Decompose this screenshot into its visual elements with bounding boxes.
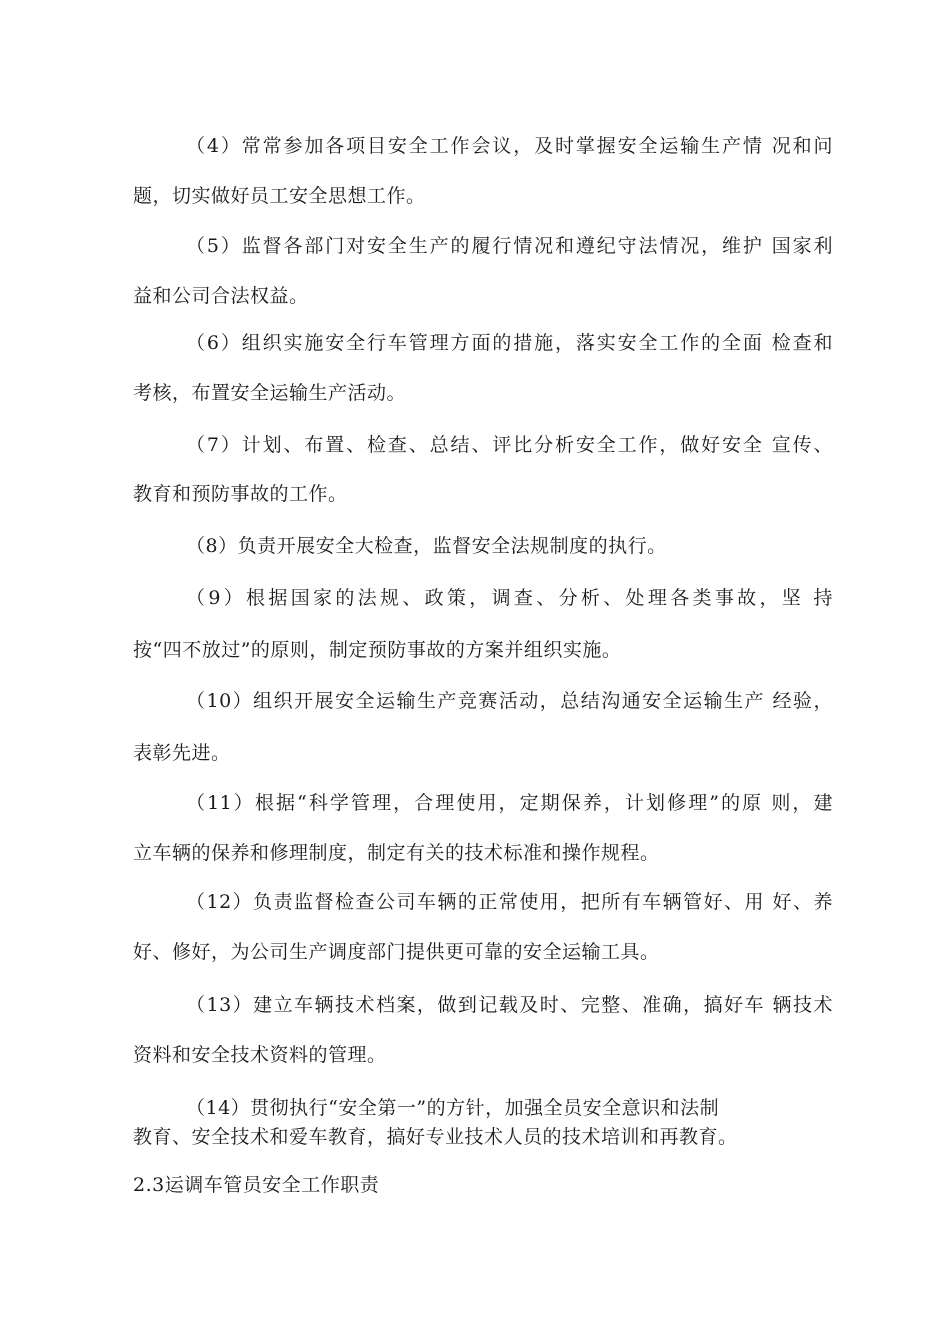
item-11-line-1: （11）根据“科学管理，合理使用，定期保养，计划修理”的原 则，建 [186, 792, 833, 814]
item-10-line-2: 表彰先进。 [133, 742, 231, 764]
item-14-line-2: 教育、安全技术和爱车教育，搞好专业技术人员的技术培训和再教育。 [133, 1126, 738, 1148]
item-13-line-2: 资料和安全技术资料的管理。 [133, 1044, 387, 1066]
item-10-line-1: （10）组织开展安全运输生产竞赛活动，总结沟通安全运输生产 经验， [186, 690, 833, 712]
item-6-line-2: 考核，布置安全运输生产活动。 [133, 382, 407, 404]
item-6-line-1: （6）组织实施安全行车管理方面的措施，落实安全工作的全面 检查和 [186, 332, 833, 354]
item-13-line-1: （13）建立车辆技术档案，做到记载及时、完整、准确，搞好车 辆技术 [186, 994, 833, 1016]
item-7-line-1: （7）计划、布置、检查、总结、评比分析安全工作，做好安全 宣传、 [186, 434, 833, 456]
item-14-line-1: （14）贯彻执行“安全第一”的方针，加强全员安全意识和法制 [186, 1097, 720, 1119]
item-8-line-1: （8）负责开展安全大检查，监督安全法规制度的执行。 [186, 535, 667, 557]
item-9-line-2: 按“四不放过”的原则，制定预防事故的方案并组织实施。 [133, 639, 622, 661]
item-12-line-2: 好、修好，为公司生产调度部门提供更可靠的安全运输工具。 [133, 941, 660, 963]
section-heading: 2.3运调车管员安全工作职责 [133, 1174, 380, 1196]
item-4-line-1: （4）常常参加各项目安全工作会议，及时掌握安全运输生产情 况和问 [186, 135, 833, 157]
item-11-line-2: 立车辆的保养和修理制度，制定有关的技术标准和操作规程。 [133, 842, 660, 864]
item-7-line-2: 教育和预防事故的工作。 [133, 483, 348, 505]
item-5-line-1: （5）监督各部门对安全生产的履行情况和遵纪守法情况，维护 国家利 [186, 235, 833, 257]
item-9-line-1: （9）根据国家的法规、政策，调查、分析、处理各类事故，坚 持 [186, 587, 833, 609]
item-4-line-2: 题，切实做好员工安全思想工作。 [133, 185, 426, 207]
item-5-line-2: 益和公司合法权益。 [133, 285, 309, 307]
item-12-line-1: （12）负责监督检查公司车辆的正常使用，把所有车辆管好、用 好、养 [186, 891, 833, 913]
